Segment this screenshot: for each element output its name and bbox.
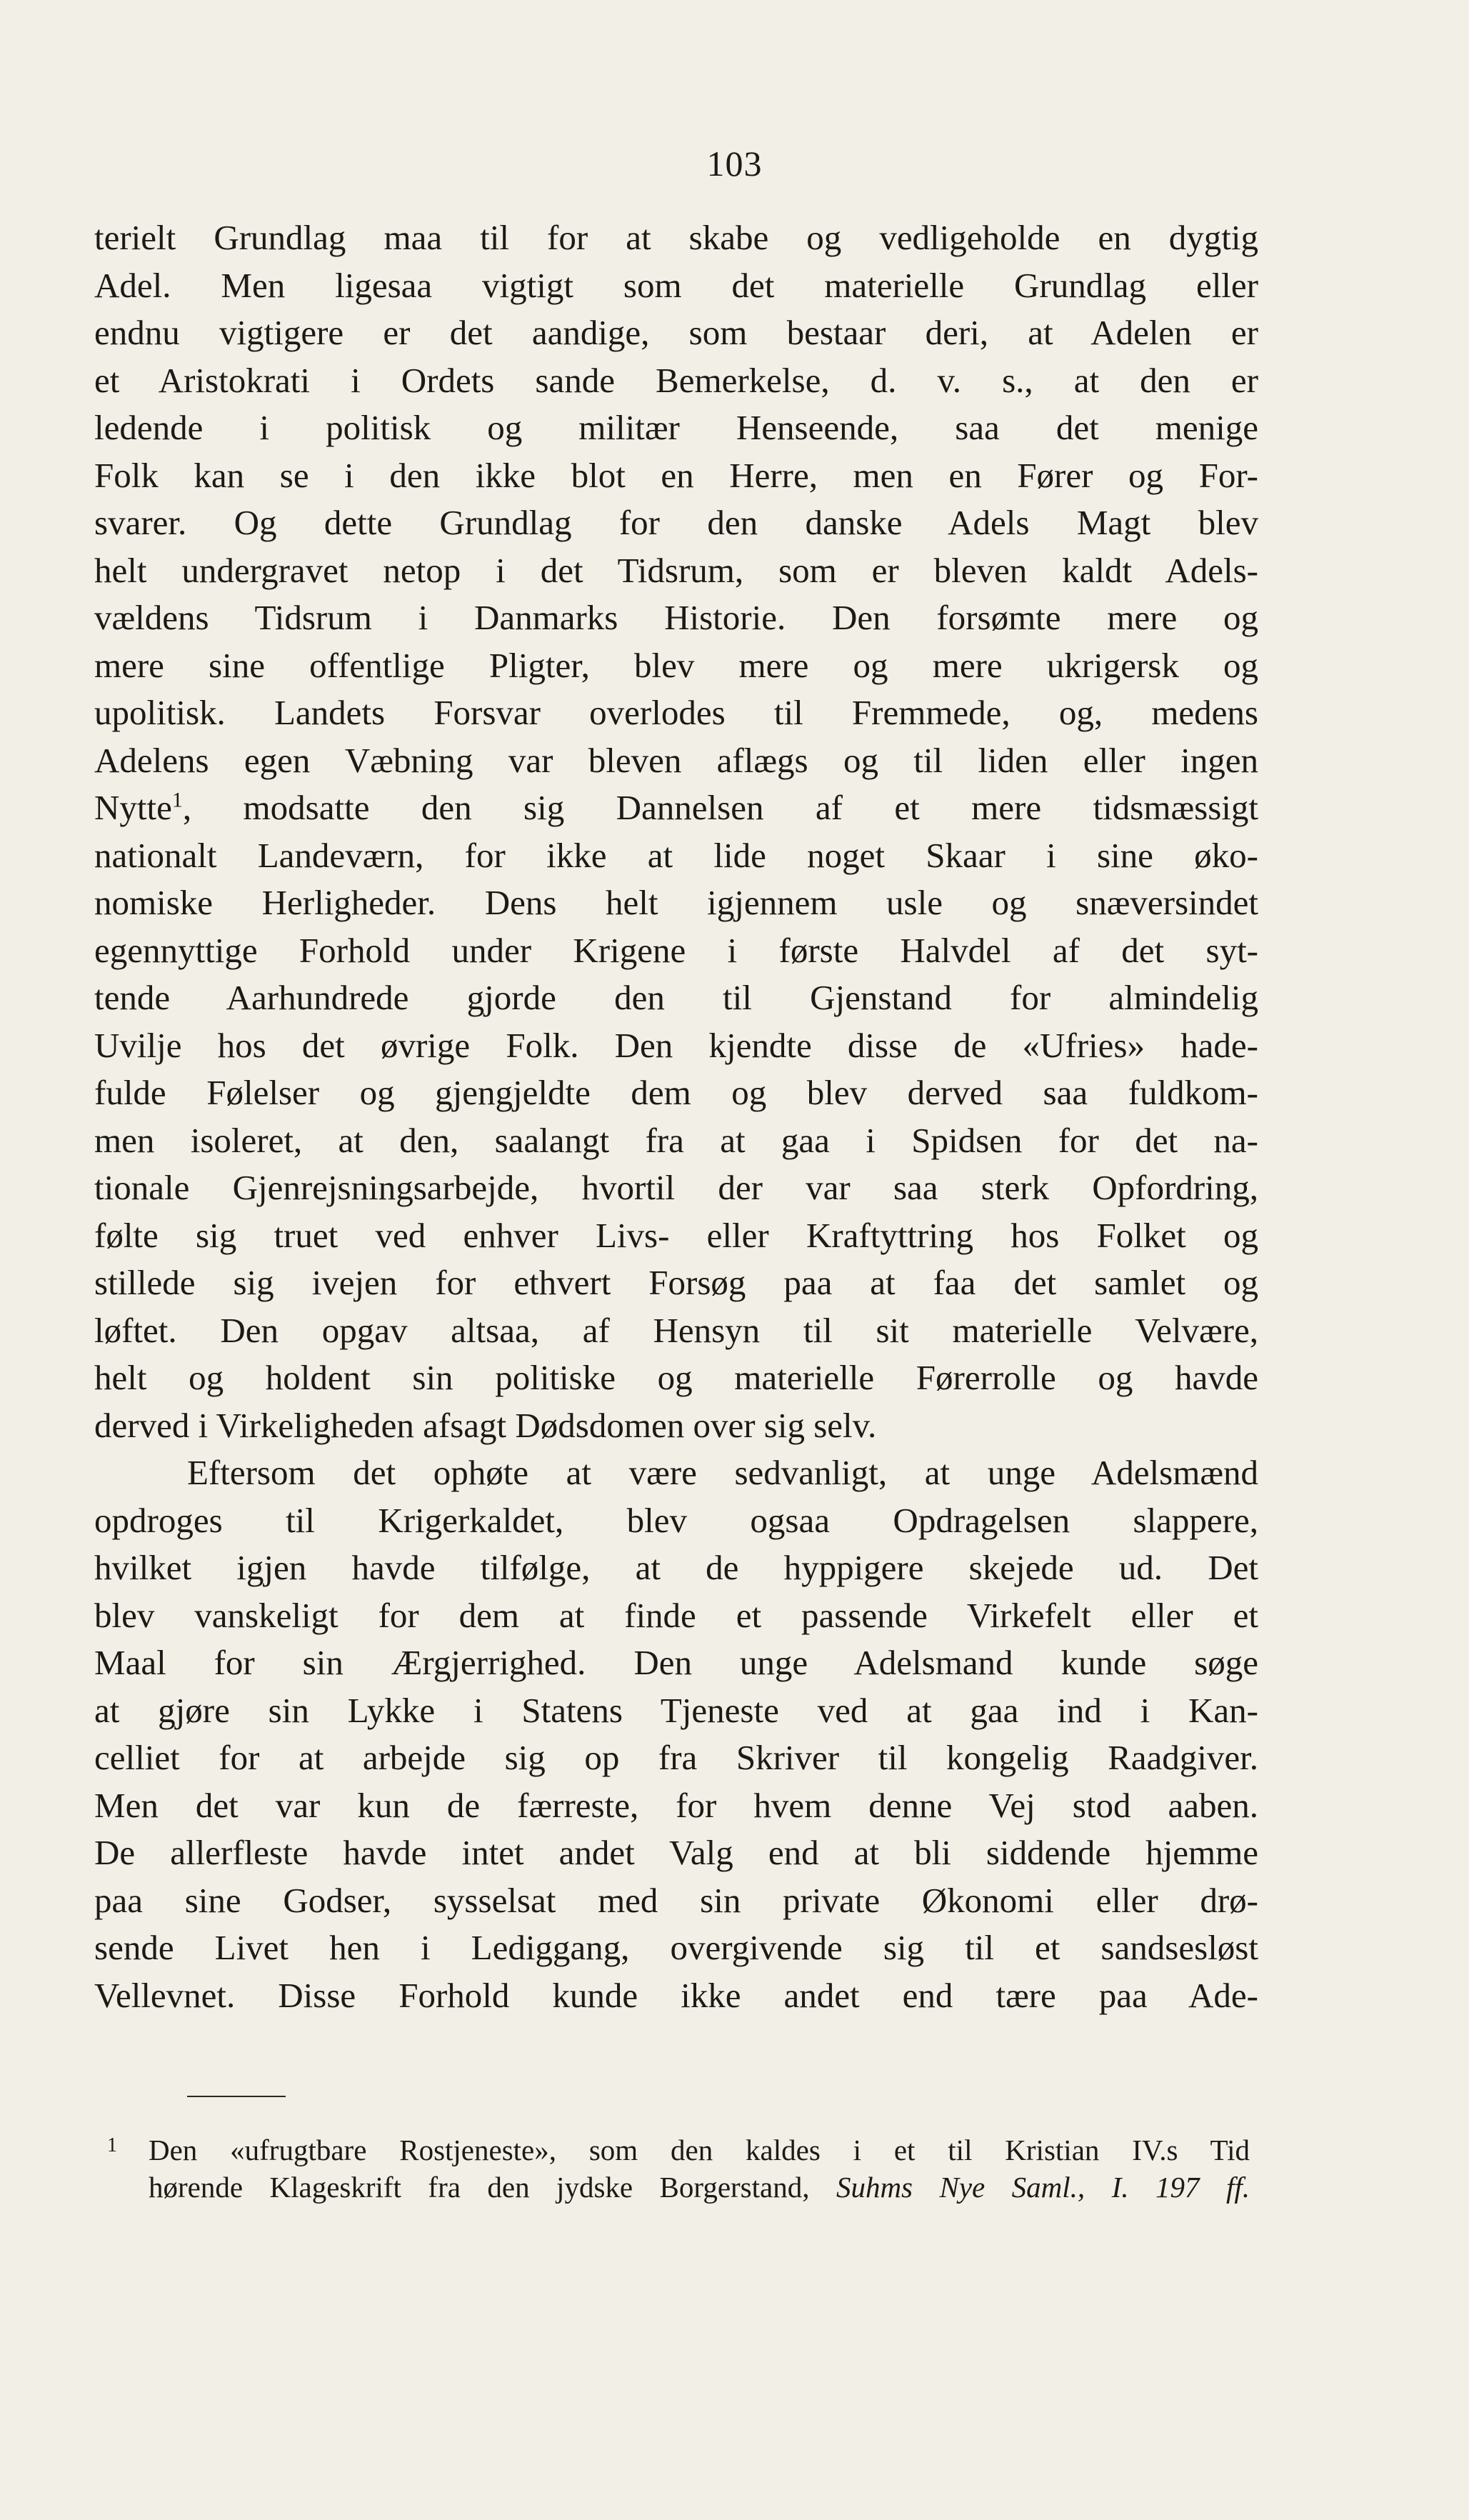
text-line: upolitisk. Landets Forsvar overlodes til Fremmede, og, medens <box>94 693 1258 732</box>
text-line: løftet. Den opgav altsaa, af Hensyn til sit materielle Velvære, <box>94 1310 1258 1350</box>
text-line: ledende i politisk og militær Henseende, saa det menige <box>94 408 1258 447</box>
footnote-reference: 1 <box>171 788 183 812</box>
page-number: 103 <box>706 144 763 184</box>
text-line: endnu vigtigere er det aandige, som bestaar deri, at Adelen er <box>94 313 1258 352</box>
footnote-line <box>107 2166 1250 2208</box>
footnote-divider <box>187 2096 286 2097</box>
text-line: De allerfleste havde intet andet Valg end at bli siddende hjemme <box>94 1833 1258 1872</box>
text-line: tionale Gjenrejsningsarbejde, hvortil der var saa sterk Opfordring, <box>94 1168 1258 1207</box>
text-line: at gjøre sin Lykke i Statens Tjeneste ved at gaa ind i Kan- <box>94 1690 1258 1730</box>
text-line: helt og holdent sin politiske og materielle Førerrolle og havde <box>94 1358 1258 1397</box>
text-line: tende Aarhundrede gjorde den til Gjenstand for almindelig <box>94 978 1258 1017</box>
text-line: følte sig truet ved enhver Livs- eller Kraftyttring hos Folket og <box>94 1215 1258 1255</box>
text-line: egennyttige Forhold under Krigene i første Halvdel af det syt- <box>94 930 1258 970</box>
text-line: Vellevnet. Disse Forhold kunde ikke andet end tære paa Ade- <box>94 1975 1258 2015</box>
text-line: et Aristokrati i Ordets sande Bemerkelse, d. v. s., at den er <box>94 360 1258 400</box>
text-line: Adelens egen Væbning var bleven aflægs og til liden eller ingen <box>94 740 1258 780</box>
text-line: Men det var kun de færreste, for hvem denne Vej stod aaben. <box>94 1785 1258 1825</box>
footnote-text: Den «ufrugtbare Rostjeneste», som den kaldes i et til Kristian IV.s Tid <box>149 2134 1250 2166</box>
text-line-with-footnote-ref <box>94 784 1258 832</box>
text-line: opdroges til Krigerkaldet, blev ogsaa Opdragelsen slappere, <box>94 1500 1258 1540</box>
footnote-citation: Suhms Nye Saml., I. 197 ff. <box>836 2171 1250 2204</box>
text-line: Maal for sin Ærgjerrighed. Den unge Adelsmand kunde søge <box>94 1643 1258 1682</box>
text-line: hvilket igjen havde tilfølge, at de hyppigere skejede ud. Det <box>94 1548 1258 1587</box>
text-line: men isoleret, at den, saalangt fra at gaa i Spidsen for det na- <box>94 1120 1258 1160</box>
paragraph-start-line: Eftersom det ophøte at være sedvanligt, at unge Adelsmænd <box>187 1453 1258 1492</box>
text-line: fulde Følelser og gjengjeldte dem og blev derved saa fuldkom- <box>94 1073 1258 1112</box>
footnote-line <box>107 2125 1250 2166</box>
text-line: sende Livet hen i Lediggang, overgivende sig til et sandsesløst <box>94 1928 1258 1967</box>
text-line: helt undergravet netop i det Tidsrum, som er bleven kaldt Adels- <box>94 550 1258 590</box>
text-line: stillede sig ivejen for ethvert Forsøg paa at faa det samlet og <box>94 1263 1258 1302</box>
footnote <box>107 2125 1250 2208</box>
text-fragment: Nytte <box>94 788 172 827</box>
text-line: nationalt Landeværn, for ikke at lide noget Skaar i sine øko- <box>94 835 1258 875</box>
text-line: paa sine Godser, sysselsat med sin private Økonomi eller drø- <box>94 1880 1258 1920</box>
paragraph-end-line: derved i Virkeligheden afsagt Dødsdomen over sig selv. <box>94 1405 877 1445</box>
text-line: celliet for at arbejde sig op fra Skriver til kongelig Raadgiver. <box>94 1738 1258 1777</box>
text-line: Folk kan se i den ikke blot en Herre, men en Fører og For- <box>94 455 1258 495</box>
text-line: mere sine offentlige Pligter, blev mere og mere ukrigersk og <box>94 645 1258 685</box>
text-line: terielt Grundlag maa til for at skabe og vedligeholde en dygtig <box>94 218 1258 257</box>
text-line: blev vanskeligt for dem at finde et passende Virkefelt eller et <box>94 1595 1258 1635</box>
text-line: nomiske Herligheder. Dens helt igjennem usle og snæversindet <box>94 883 1258 922</box>
text-line: Adel. Men ligesaa vigtigt som det materielle Grundlag eller <box>94 265 1258 305</box>
text-line: vældens Tidsrum i Danmarks Historie. Den forsømte mere og <box>94 598 1258 637</box>
footnote-text: hørende Klageskrift fra den jydske Borgerstand, <box>149 2171 836 2204</box>
footnote-marker: 1 <box>107 2134 117 2156</box>
text-line: Uvilje hos det øvrige Folk. Den kjendte disse de «Ufries» hade- <box>94 1025 1258 1065</box>
text-fragment: , modsatte den sig Dannelsen af et mere tidsmæssigt <box>182 788 1258 827</box>
body-text <box>94 214 1258 2019</box>
text-line: svarer. Og dette Grundlag for den danske Adels Magt blev <box>94 503 1258 542</box>
